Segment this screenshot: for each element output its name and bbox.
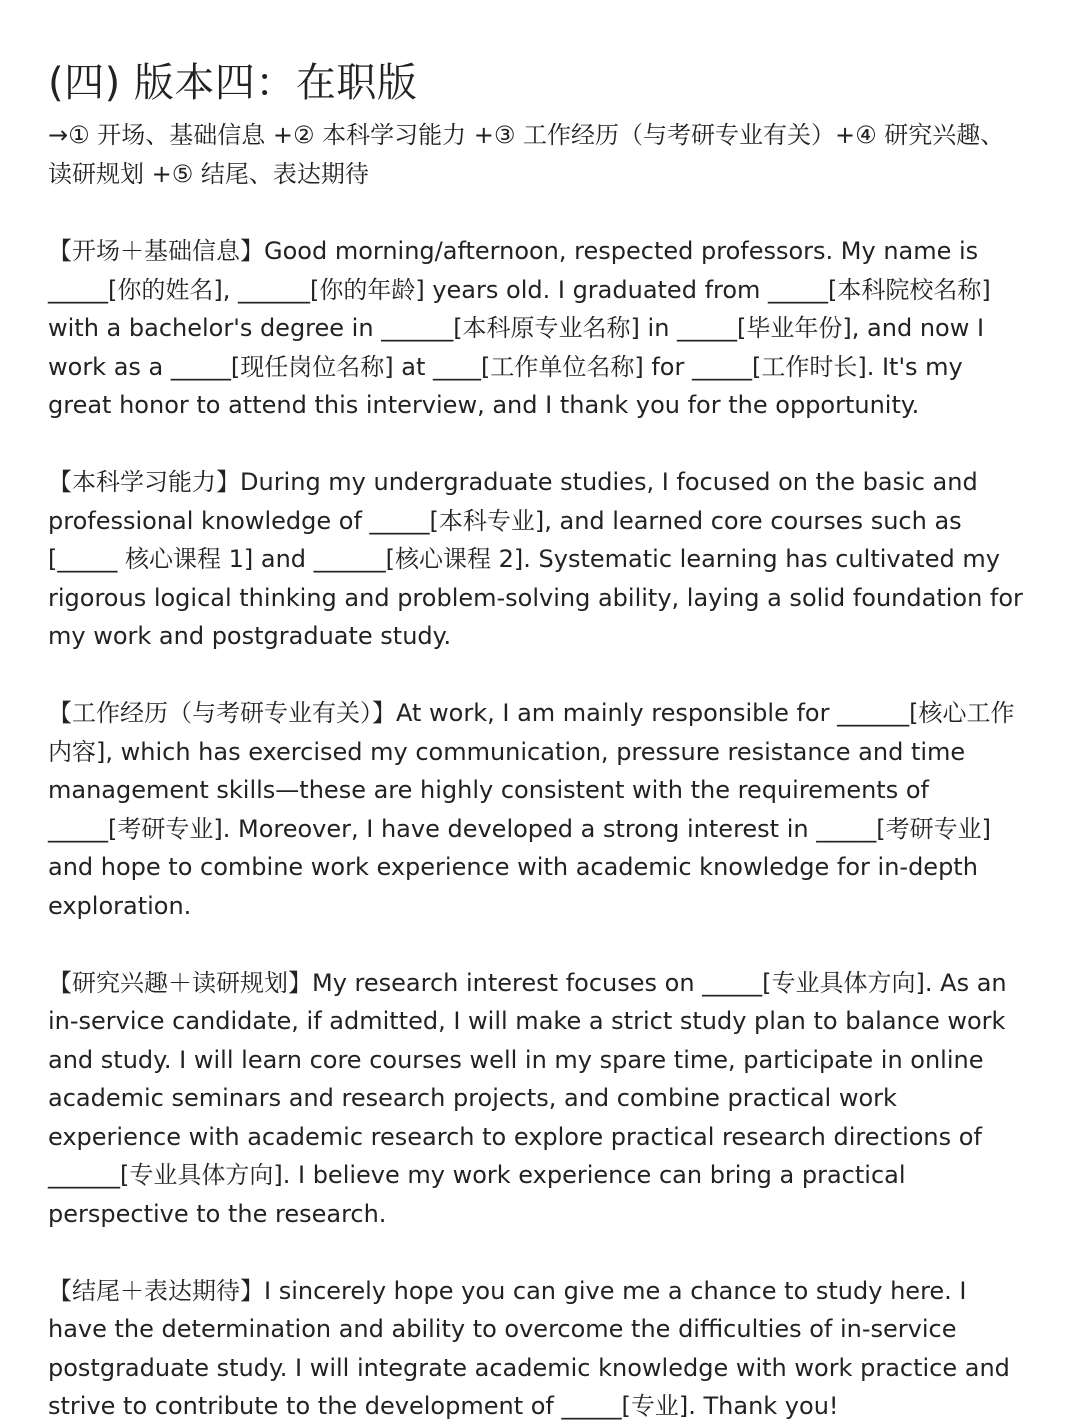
section-tag: 【工作经历（与考研专业有关）】: [48, 698, 396, 727]
section-closing: [48, 1272, 1024, 1426]
section-tag: 【结尾＋表达期待】: [48, 1276, 264, 1305]
section-opening: [48, 232, 1024, 425]
section-tag: 【开场＋基础信息】: [48, 237, 264, 265]
outline-summary: →① 开场、基础信息 +② 本科学习能力 +③ 工作经历（与考研专业有关）+④ 研究兴趣、读研规划 +⑤ 结尾、表达期待: [48, 121, 1005, 188]
section-text: My research interest focuses on _____[专业具体方向]. As an in-service candidate, if admitted, I will make a strict study plan to balance work and study. I will learn core courses well in my spare time, participate in online academic seminars and research projects, and combine practical work experience with academic research to explore practical research directions of ______[专业具体方向]. I believe my work experience can bring a practical perspective to the research.: [48, 968, 1007, 1229]
page-title: (四) 版本四：在职版: [48, 60, 418, 106]
section-work-experience: [48, 694, 1024, 926]
section-tag: 【研究兴趣＋读研规划】: [48, 968, 312, 997]
section-undergraduate-ability: [48, 463, 1024, 656]
section-text: During my undergraduate studies, I focused on the basic and professional knowledge of _____[本科专业], and learned core courses such as [_____ 核心课程 1] and ______[核心课程 2]. Systematic learning has cultivated my rigorous logical thinking and problem-solving ability, laying a solid foundation for my work and postgraduate study.: [48, 467, 1023, 651]
section-text: Good morning/afternoon, respected professors. My name is _____[你的姓名], ______[你的年龄] years old. I graduated from _____[本科院校名称] with a bachelor's degree in ______[本科原专业名称] in _____[毕业年份], and now I work as a _____[现任岗位名称] at ____[工作单位名称] for _____[工作时长]. It's my great honor to attend this interview, and I thank you for the opportunity.: [48, 237, 991, 420]
section-research-plan: [48, 964, 1024, 1234]
section-tag: 【本科学习能力】: [48, 467, 240, 496]
section-text: I sincerely hope you can give me a chance to study here. I have the determination and ability to overcome the difficulties of in-service postgraduate study. I will integrate academic knowledge with work practice and strive to contribute to the development of _____[专业]. Thank you!: [48, 1276, 1010, 1421]
section-text: At work, I am mainly responsible for ______[核心工作内容], which has exercised my communication, pressure resistance and time management skills—these are highly consistent with the requirements of _____[考研专业]. Moreover, I have developed a strong interest in _____[考研专业] and hope to combine work experience with academic knowledge for in-depth exploration.: [48, 698, 1015, 920]
